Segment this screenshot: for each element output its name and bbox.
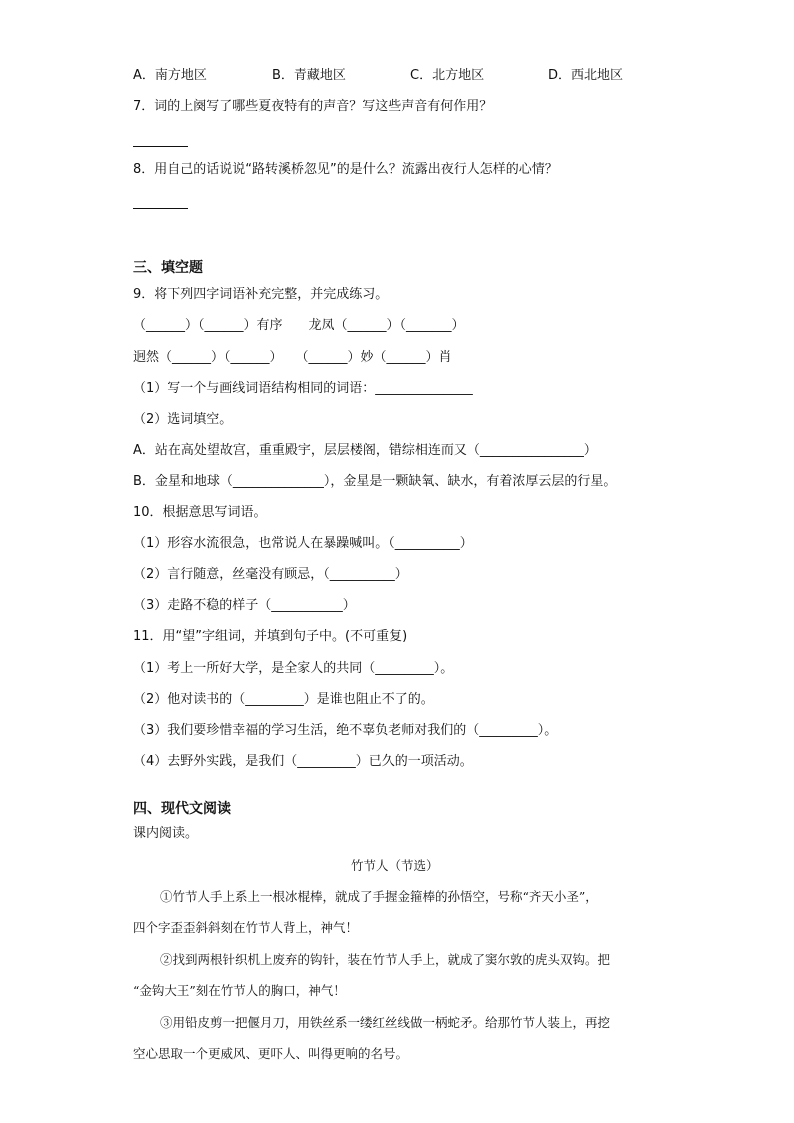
question-10-sub-3: （3）走路不稳的样子（___________） [133, 598, 356, 613]
question-11-sub-2: （2）他对读书的（_________）是谁也阻止不了的。 [133, 692, 434, 707]
question-8: 8．用自己的话说说“路转溪桥忽见”的是什么？流露出夜行人怎样的心情？ [133, 162, 558, 177]
reading-paragraph-2-line-1: ②找到两根针织机上废弃的钩针，装在竹节人手上，就成了窦尔敦的虎头双钩。把 [160, 952, 611, 967]
reading-paragraph-1-line-1: ①竹节人手上系上一根冰棍棒，就成了手握金箍棒的孙悟空，号称“齐天小圣”， [160, 889, 598, 904]
reading-paragraph-1-line-2: 四个字歪歪斜斜刻在竹节人背上，神气！ [133, 920, 359, 935]
reading-paragraph-2-line-2: “金钩大王”刻在竹节人的胸口，神气！ [133, 983, 346, 998]
question-11-stem: 11．用“望”字组词，并填到句子中。(不可重复) [133, 629, 408, 644]
question-10-sub-2: （2）言行随意，丝毫没有顾忌，（__________） [133, 567, 408, 582]
section-title-fill-blank: 三、填空题 [133, 260, 203, 276]
question-7: 7．词的上阕写了哪些夏夜特有的声音？写这些声音有何作用？ [133, 99, 493, 114]
answer-line-7[interactable] [133, 146, 188, 147]
question-9-option-b: B．金星和地球（______________），金星是一颗缺氧、缺水，有着浓厚云层的行星。 [133, 474, 617, 489]
reading-paragraph-3-line-1: ③用铅皮剪一把偃月刀，用铁丝系一缕红丝线做一柄蛇矛。给那竹节人装上，再挖 [160, 1015, 611, 1030]
reading-paragraph-3-line-2: 空心思取一个更威风、更吓人、叫得更响的名号。 [133, 1046, 409, 1061]
question-9-sub-1: （1）写一个与画线词语结构相同的词语：_______________ [133, 381, 473, 396]
question-9-sub-2: （2）选词填空。 [133, 412, 233, 427]
question-9-row-2: 迥然（______）（______） （______）妙（______）肖 [133, 350, 452, 365]
option-a: A．南方地区 [133, 68, 207, 83]
option-b: B．青藏地区 [272, 68, 346, 83]
reading-intro: 课内阅读。 [133, 826, 199, 841]
question-9-row-1: （______）（______）有序 龙凤（______）（_______） [133, 318, 465, 333]
reading-title: 竹节人（节选） [351, 858, 439, 873]
question-11-sub-4: （4）去野外实践，是我们（_________）已久的一项活动。 [133, 754, 473, 769]
question-11-sub-3: （3）我们要珍惜幸福的学习生活，绝不辜负老师对我们的（_________）。 [133, 723, 558, 738]
question-10-stem: 10．根据意思写词语。 [133, 505, 267, 520]
option-c: C．北方地区 [410, 68, 485, 83]
section-title-reading: 四、现代文阅读 [133, 801, 231, 817]
question-9-option-a: A．站在高处望故宫，重重殿宇，层层楼阁，错综相连而又（________________） [133, 443, 597, 458]
answer-line-8[interactable] [133, 208, 188, 209]
option-d: D．西北地区 [548, 68, 624, 83]
question-10-sub-1: （1）形容水流很急，也常说人在暴躁喊叫。（__________） [133, 536, 473, 551]
question-11-sub-1: （1）考上一所好大学，是全家人的共同（_________）。 [133, 661, 454, 676]
question-9-stem: 9．将下列四字词语补充完整，并完成练习。 [133, 287, 389, 302]
